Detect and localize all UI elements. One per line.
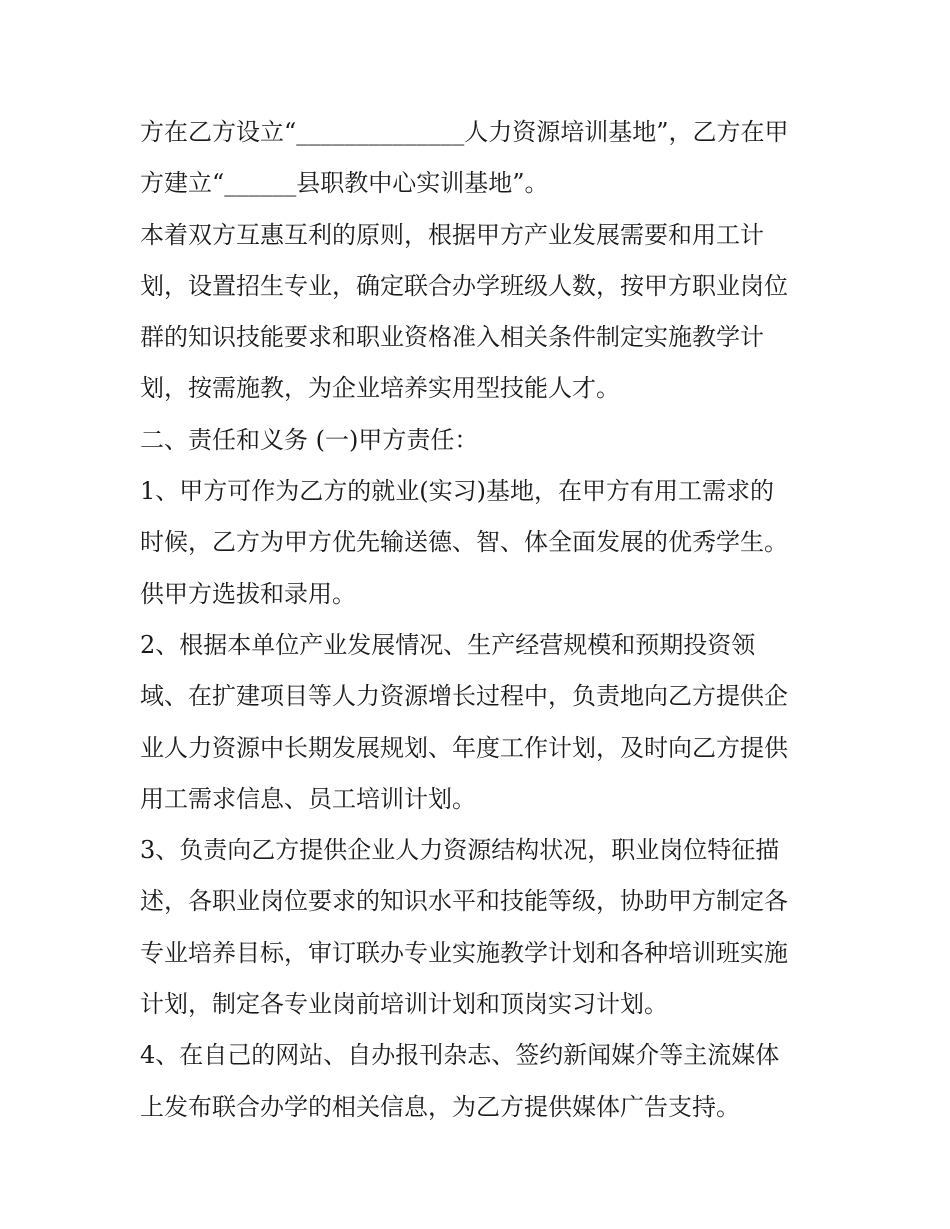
text-line: 述，各职业岗位要求的知识水平和技能等级，协助甲方制定各 bbox=[140, 887, 788, 916]
text-line: 供甲方选拔和录用。 bbox=[140, 579, 356, 608]
text-line: 3、负责向乙方提供企业人力资源结构状况，职业岗位特征描 bbox=[140, 836, 780, 865]
text-line: 本着双方互惠互利的原则，根据甲方产业发展需要和用工计 bbox=[140, 220, 764, 249]
text-line: 上发布联合办学的相关信息，为乙方提供媒体广告支持。 bbox=[140, 1092, 740, 1121]
text-line: 用工需求信息、员工培训计划。 bbox=[140, 784, 476, 813]
text-line: 划，按需施教，为企业培养实用型技能人才。 bbox=[140, 374, 620, 403]
text-line: 域、在扩建项目等人力资源增长过程中，负责地向乙方提供企 bbox=[140, 682, 788, 711]
text-line: 1、甲方可作为乙方的就业(实习)基地，在甲方有用工需求的 bbox=[140, 477, 774, 506]
text-line: 群的知识技能要求和职业资格准入相关条件制定实施教学计 bbox=[140, 323, 764, 352]
text-line: 划，设置招生专业，确定联合办学班级人数，按甲方职业岗位 bbox=[140, 271, 788, 300]
section-heading: 二、责任和义务 (一)甲方责任： bbox=[140, 425, 479, 454]
text-line: 业人力资源中长期发展规划、年度工作计划，及时向乙方提供 bbox=[140, 733, 788, 762]
text-line: 2、根据本单位产业发展情况、生产经营规模和预期投资领 bbox=[140, 630, 756, 659]
text-line: 时候，乙方为甲方优先输送德、智、体全面发展的优秀学生。 bbox=[140, 528, 788, 557]
text-line: 专业培养目标，审订联办专业实施教学计划和各种培训班实施 bbox=[140, 938, 788, 967]
text-line: 方建立“______县职教中心实训基地”。 bbox=[140, 169, 549, 198]
text-line: 计划，制定各专业岗前培训计划和顶岗实习计划。 bbox=[140, 990, 668, 1019]
text-line: 方在乙方设立“______________人力资源培训基地”，乙方在甲 bbox=[140, 118, 789, 146]
document-body bbox=[140, 107, 830, 1133]
text-line: 4、在自己的网站、自办报刊杂志、签约新闻媒介等主流媒体 bbox=[140, 1041, 780, 1070]
